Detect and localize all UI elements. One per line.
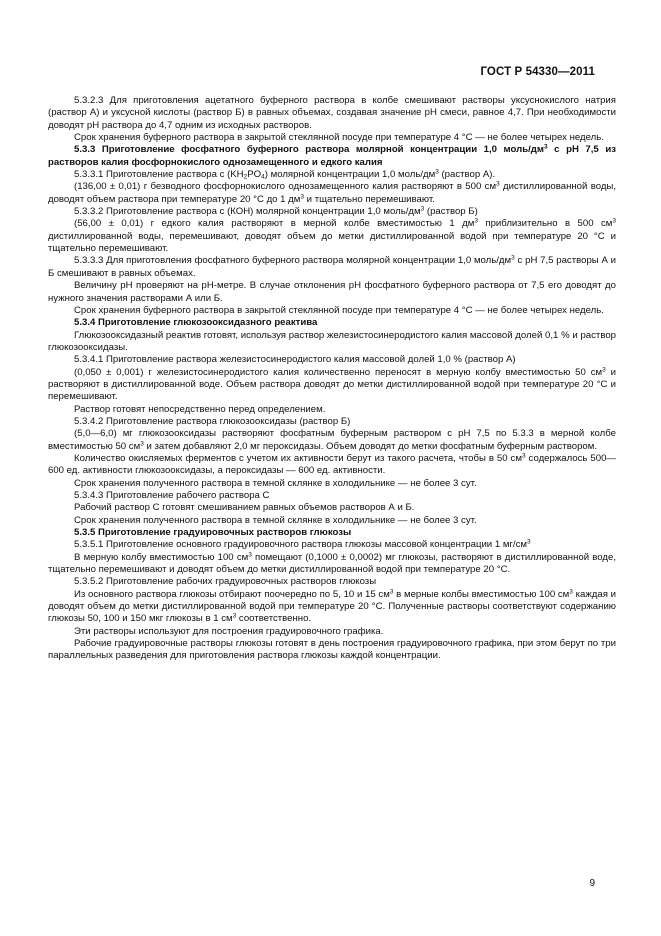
paragraph: Глюкозооксидазный реактив готовят, используя раствор железистосинеродистого калия массовой долей 0,1 % и раствор глюкозооксидазы. xyxy=(48,329,616,353)
document-body xyxy=(48,95,616,663)
paragraph: Срок хранения буферного раствора в закрытой стеклянной посуде при температуре 4 °С — не более четырех недель. xyxy=(74,304,604,316)
paragraph: Величину pH проверяют на pH-метре. В случае отклонения pH фосфатного буферного раствора от 7,5 его доводят до нужного значения растворами А или Б. xyxy=(48,280,616,304)
section-heading-5-3-3: 5.3.3 Приготовление фосфатного буферного раствора молярной концентрации 1,0 моль/$дм^3$ с pH 7,5 из растворов калия фосфорнокислого однозамещенного и едкого калия xyxy=(48,143,616,168)
paragraph: (136,00 ± 0,01) г безводного фосфорнокислого однозамещенного калия растворяют в 500 $см^3$ дистиллированной воды, доводят объем раствора при температуре 20 °С до 1 $дм^3$ и тщательно перемешивают. xyxy=(48,180,616,205)
paragraph: (56,00 ± 0,01) г едкого калия растворяют в мерной колбе вместимостью 1 $дм^3$ приблизительно в 500 $см^3$ дистиллированной воды, перемешивают, доводят объем до метки дистиллированной водой при температуре 20 °С и тщательно перемешивают. xyxy=(48,217,616,255)
paragraph: (5,0—6,0) мг глюкозооксидазы растворяют фосфатным буферным раствором с pH 7,5 по 5.3.3 в мерной колбе вместимостью 50 $см^3$ и затем добавляют 2,0 мг пероксидазы. Объем доводят до метки фосфатным буферным раствором. xyxy=(48,428,616,452)
paragraph: 5.3.5.2 Приготовление рабочих градуировочных растворов глюкозы xyxy=(74,576,377,588)
paragraph: Срок хранения полученного раствора в темной склянке в холодильнике — не более 3 сут. xyxy=(74,477,477,489)
paragraph: 5.3.5.1 Приготовление основного градуировочного раствора глюкозы массовой концентрации 1 $мг/см^3$ xyxy=(74,538,531,551)
paragraph: 5.3.3.1 Приготовление раствора с $(KH_2PO_4)$ молярной концентрации 1,0 моль/$дм^3$ (раствор А). xyxy=(74,168,496,181)
paragraph: Эти растворы используют для построения градуировочного графика. xyxy=(74,625,384,637)
paragraph: Раствор готовят непосредственно перед определением. xyxy=(74,403,326,415)
section-heading-5-3-5: 5.3.5 Приготовление градуировочных растворов глюкозы xyxy=(74,527,352,539)
paragraph: 5.3.4.2 Приготовление раствора глюкозооксидазы (раствор Б) xyxy=(74,415,351,427)
paragraph: 5.3.4.1 Приготовление раствора железистосинеродистого калия массовой долей 1,0 % (раствор А) xyxy=(74,354,516,366)
paragraph: Срок хранения буферного раствора в закрытой стеклянной посуде при температуре 4 °С — не более четырех недель. xyxy=(74,132,604,144)
paragraph: 5.3.3.3 Для приготовления фосфатного буферного раствора молярной концентрации 1,0 моль/$дм^3$ с pH 7,5 растворы А и Б смешивают в равных объемах. xyxy=(48,254,616,279)
page-number: 9 xyxy=(589,878,595,889)
paragraph: (0,050 ± 0,001) г железистосинеродистого калия количественно переносят в мерную колбу вместимостью 50 $см^3$ и растворяют в дистиллированной воде. Объем раствора доводят до метки дистиллированной водой при температуре 20 °С и перемешивают. xyxy=(48,366,616,403)
paragraph: Количество окисляемых ферментов с учетом их активности берут из такого расчета, чтобы в 50 $см^3$ содержалось 500—600 ед. активности глюкозооксидазы, а пероксидазы — 600 ед. активности. xyxy=(48,452,616,477)
paragraph: В мерную колбу вместимостью 100 $см^3$ помещают (0,1000 ± 0,0002) мг глюкозы, растворяют в дистиллированной воде, тщательно перемешивают и доводят объем до метки дистиллированной водой при температуре 20 °С. xyxy=(48,551,616,576)
paragraph: Рабочий раствор С готовят смешиванием равных объемов растворов А и Б. xyxy=(74,502,415,514)
paragraph: 5.3.4.3 Приготовление рабочего раствора С xyxy=(74,490,270,501)
document-header: ГОСТ Р 54330—2011 xyxy=(480,66,595,78)
paragraph: Рабочие градуировочные растворы глюкозы готовят в день построения градуировочного графика, при этом берут по три параллельных разведения для приготовления раствора глюкозы каждой концентрации. xyxy=(48,638,616,662)
paragraph: Из основного раствора глюкозы отбирают поочередно по 5, 10 и 15 $см^3$ в мерные колбы вместимостью 100 $см^3$ каждая и доводят объем до метки дистиллированной водой при температуре 20 °С. Полученные растворы соответствуют содержанию глюкозы 50, 100 и 150 мкг глюкозы в 1 $см^3$ соответственно. xyxy=(48,588,616,625)
paragraph: 5.3.2.3 Для приготовления ацетатного буферного раствора в колбе смешивают растворы уксуснокислого натрия (раствор А) и уксусной кислоты (раствор Б) в равных объемах, создавая значение pH смеси, равное 4,7. При необходимости доводят pH раствора до 4,7 одним из исходных растворов. xyxy=(48,95,616,131)
paragraph: Срок хранения полученного раствора в темной склянке в холодильнике — не более 3 сут. xyxy=(74,514,477,526)
paragraph: 5.3.3.2 Приготовление раствора с (КОН) молярной концентрации 1,0 моль/$дм^3$ (раствор Б) xyxy=(74,205,478,218)
section-heading-5-3-4: 5.3.4 Приготовление глюкозооксидазного реактива xyxy=(74,317,318,329)
